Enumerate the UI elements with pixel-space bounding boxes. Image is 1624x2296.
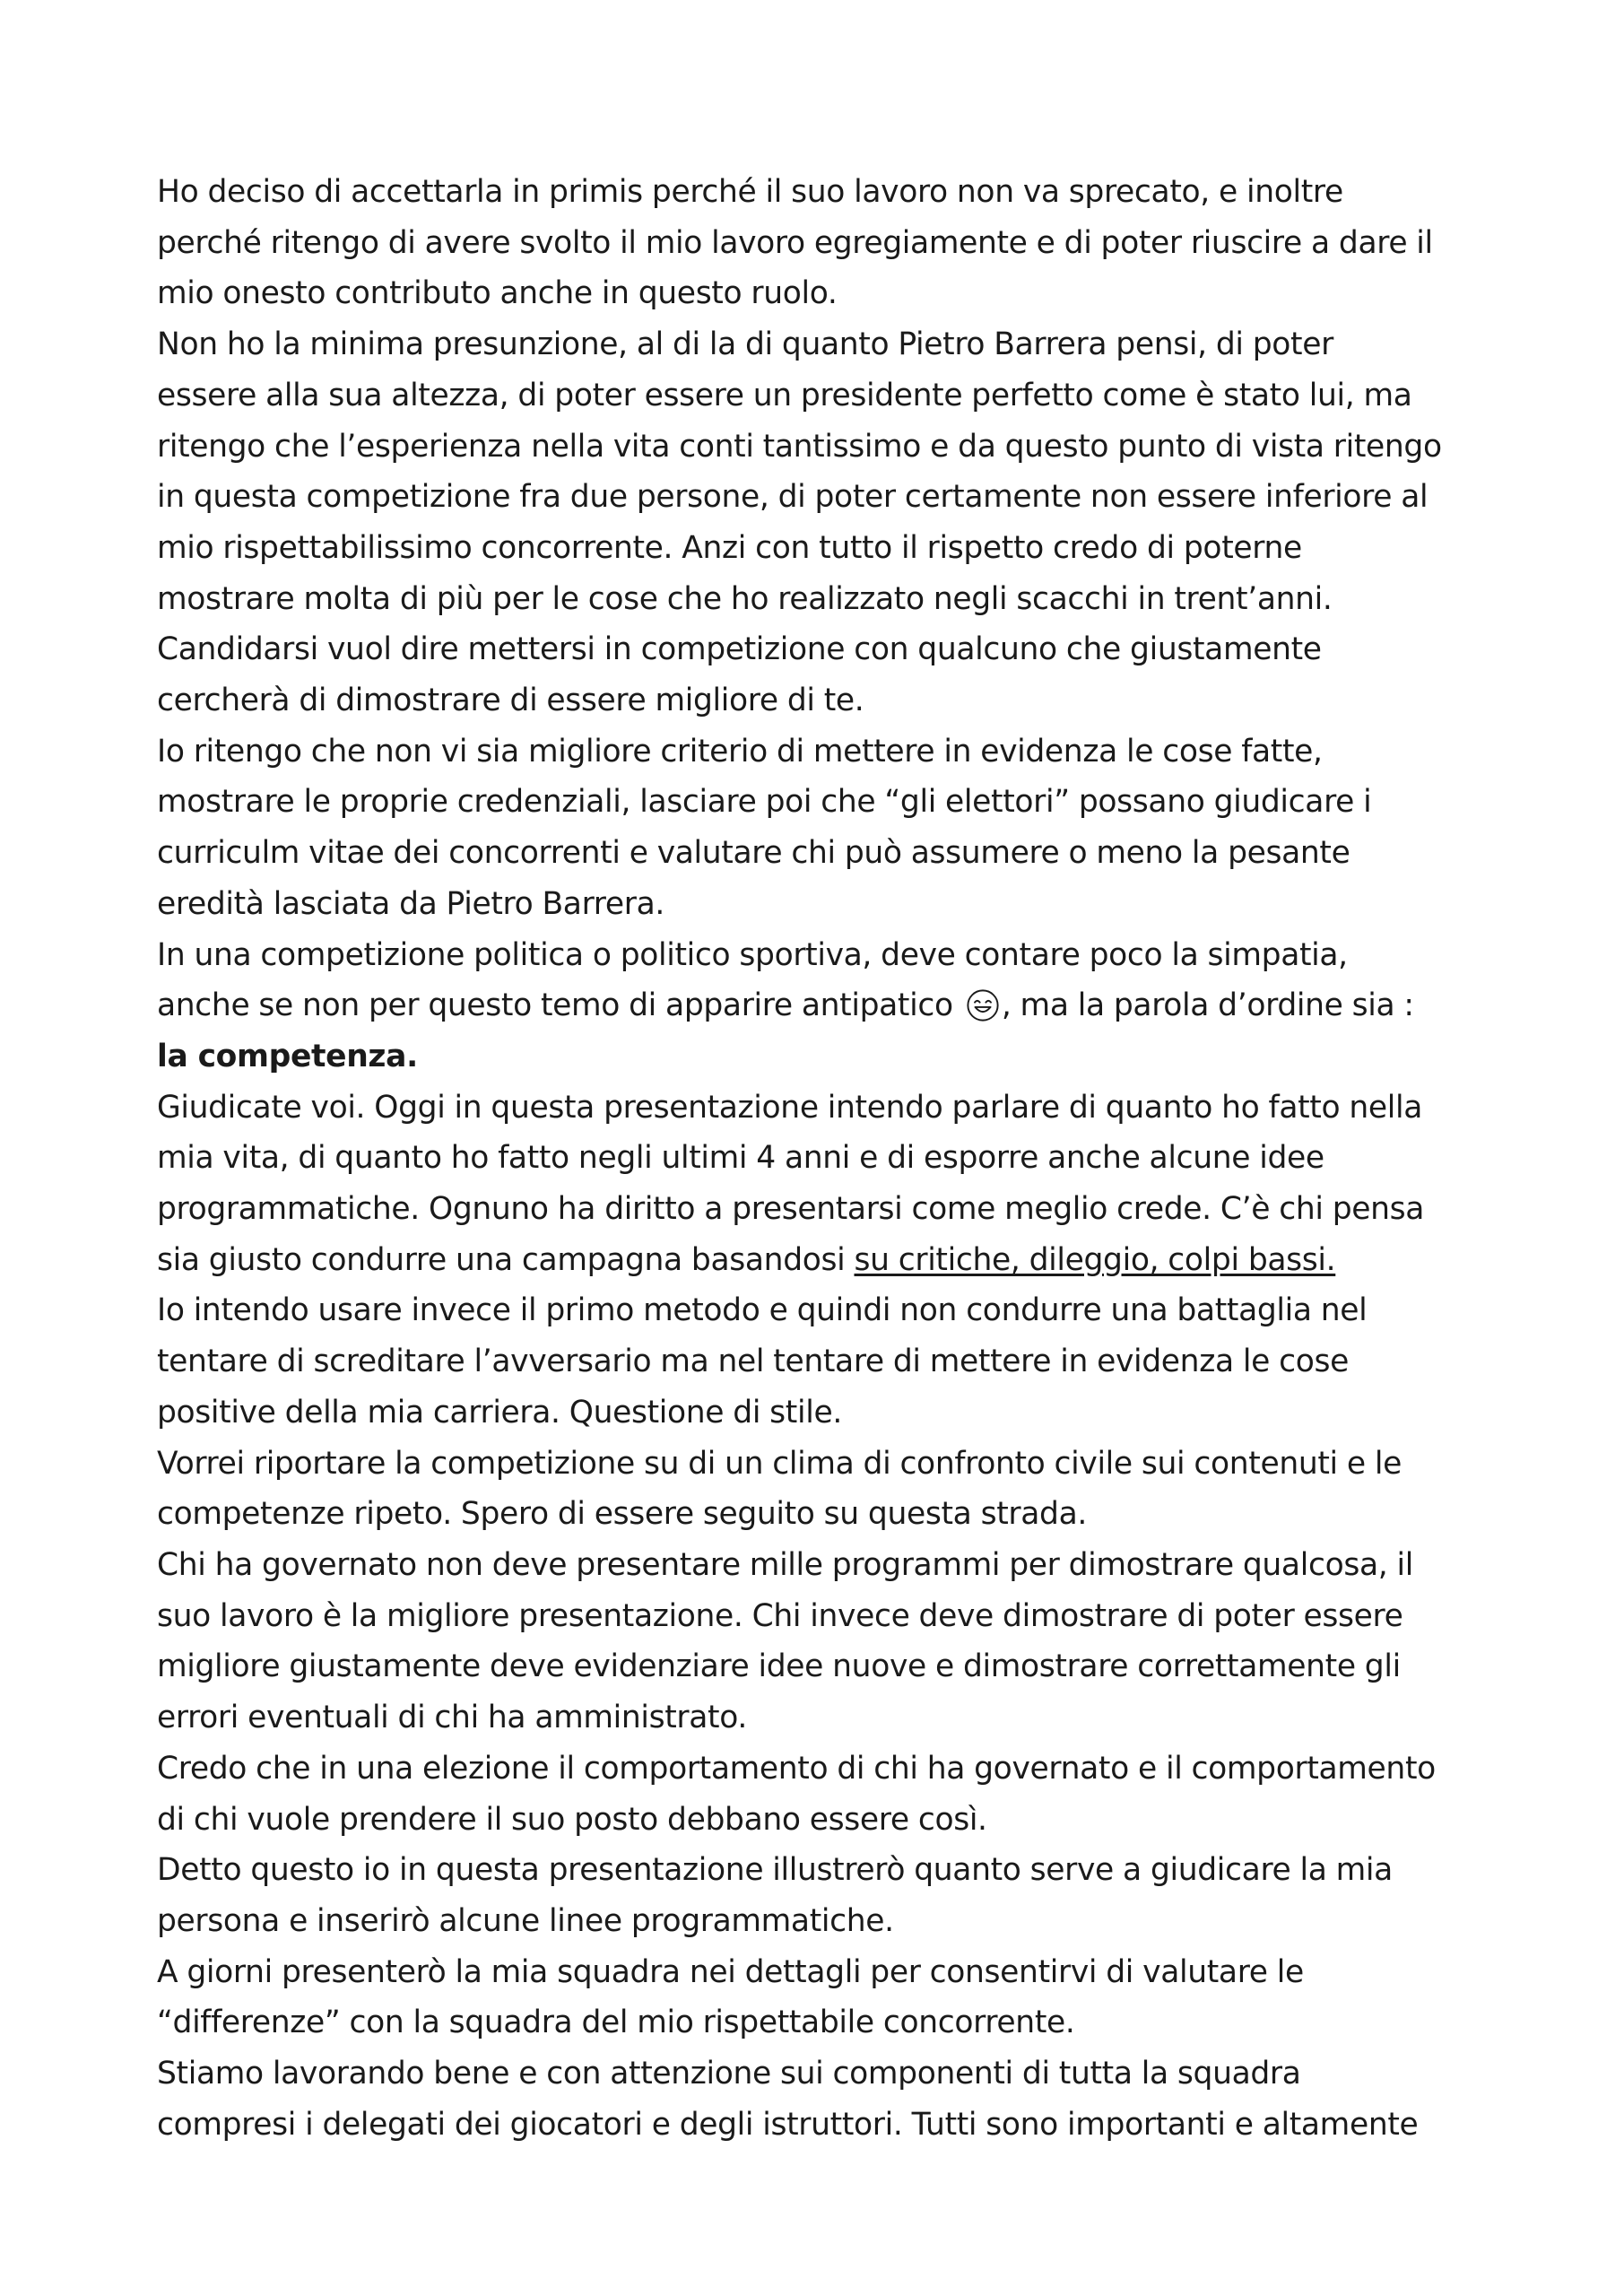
bold-heading-line: la competenza.	[157, 1038, 418, 1074]
text-line: mostrare le proprie credenziali, lasciare poi che “gli elettori” possano giudicare i	[157, 784, 1372, 821]
text-line: Io ritengo che non vi sia migliore criterio di mettere in evidenza le cose fatte,	[157, 733, 1323, 770]
text-line: perché ritengo di avere svolto il mio lavoro egregiamente e di poter riuscire a dare il	[157, 224, 1433, 261]
text-line: Credo che in una elezione il comportamento di chi ha governato e il comportamento	[157, 1750, 1436, 1787]
text-line-with-emoji	[157, 980, 1502, 1031]
text-line: ritengo che l’esperienza nella vita conti tantissimo e da questo punto di vista ritengo	[157, 428, 1442, 465]
text-line: tentare di screditare l’avversario ma nel tentare di mettere in evidenza le cose	[157, 1344, 1349, 1380]
text-line: mio rispettabilissimo concorrente. Anzi con tutto il rispetto credo di poterne	[157, 529, 1302, 566]
text-line: Vorrei riportare la competizione su di un clima di confronto civile sui contenuti e le	[157, 1445, 1403, 1482]
text-line: suo lavoro è la migliore presentazione. Chi invece deve dimostrare di poter essere	[157, 1597, 1403, 1634]
text-line: mio onesto contributo anche in questo ruolo.	[157, 275, 838, 312]
text-line: Stiamo lavorando bene e con attenzione sui componenti di tutta la squadra	[157, 2056, 1301, 2092]
text-line: A giorni presenterò la mia squadra nei dettagli per consentirvi di valutare le	[157, 1953, 1304, 1990]
emoji-line-before: anche se non per questo temo di apparire antipatico	[157, 987, 962, 1024]
text-line: Chi ha governato non deve presentare mille programmi per dimostrare qualcosa, il	[157, 1546, 1413, 1583]
text-line: in questa competizione fra due persone, di poter certamente non essere inferiore al	[157, 479, 1429, 516]
text-line: di chi vuole prendere il suo posto debbano essere così.	[157, 1801, 987, 1838]
underlined-phrase: su critiche, dileggio, colpi bassi.	[854, 1241, 1336, 1278]
text-line: Detto questo io in questa presentazione illustrerò quanto serve a giudicare la mia	[157, 1852, 1393, 1889]
text-line: essere alla sua altezza, di poter essere un presidente perfetto come è stato lui, ma	[157, 377, 1412, 413]
document-body	[157, 167, 1502, 2150]
text-line: Non ho la minima presunzione, al di la di quanto Pietro Barrera pensi, di poter	[157, 326, 1333, 363]
text-line: competenze ripeto. Spero di essere seguito su questa strada.	[157, 1496, 1087, 1533]
text-line: Candidarsi vuol dire mettersi in competizione con qualcuno che giustamente	[157, 631, 1322, 668]
text-line: migliore giustamente deve evidenziare idee nuove e dimostrare correttamente gli	[157, 1648, 1401, 1685]
emoji-line-after: , ma la parola d’ordine sia :	[1001, 987, 1414, 1024]
smiling-face-icon	[966, 988, 1000, 1022]
text-line: cercherà di dimostrare di essere migliore di te.	[157, 683, 864, 719]
text-line: compresi i delegati dei giocatori e degli istruttori. Tutti sono importanti e altamente	[157, 2106, 1419, 2143]
text-line: curriculm vitae dei concorrenti e valutare chi può assumere o meno la pesante	[157, 835, 1350, 872]
text-line: programmatiche. Ognuno ha diritto a presentarsi come meglio crede. C’è chi pensa	[157, 1191, 1425, 1228]
text-line: positive della mia carriera. Questione di stile.	[157, 1394, 842, 1431]
underline-line-before: sia giusto condurre una campagna basandosi	[157, 1241, 855, 1278]
text-line: Ho deciso di accettarla in primis perché il suo lavoro non va sprecato, e inoltre	[157, 174, 1343, 210]
text-line-with-underline	[157, 1235, 1502, 1286]
text-line: mia vita, di quanto ho fatto negli ultimi 4 anni e di esporre anche alcune idee	[157, 1140, 1324, 1177]
text-line: mostrare molta di più per le cose che ho realizzato negli scacchi in trent’anni.	[157, 580, 1333, 617]
text-line: In una competizione politica o politico sportiva, deve contare poco la simpatia,	[157, 936, 1348, 973]
text-line: persona e inserirò alcune linee programmatiche.	[157, 1902, 894, 1939]
text-line: errori eventuali di chi ha amministrato.	[157, 1700, 748, 1736]
text-line: eredità lasciata da Pietro Barrera.	[157, 885, 665, 922]
text-line: “differenze” con la squadra del mio rispettabile concorrente.	[157, 2005, 1075, 2041]
text-line: Giudicate voi. Oggi in questa presentazione intendo parlare di quanto ho fatto nella	[157, 1089, 1423, 1126]
text-line: Io intendo usare invece il primo metodo e quindi non condurre una battaglia nel	[157, 1292, 1368, 1329]
